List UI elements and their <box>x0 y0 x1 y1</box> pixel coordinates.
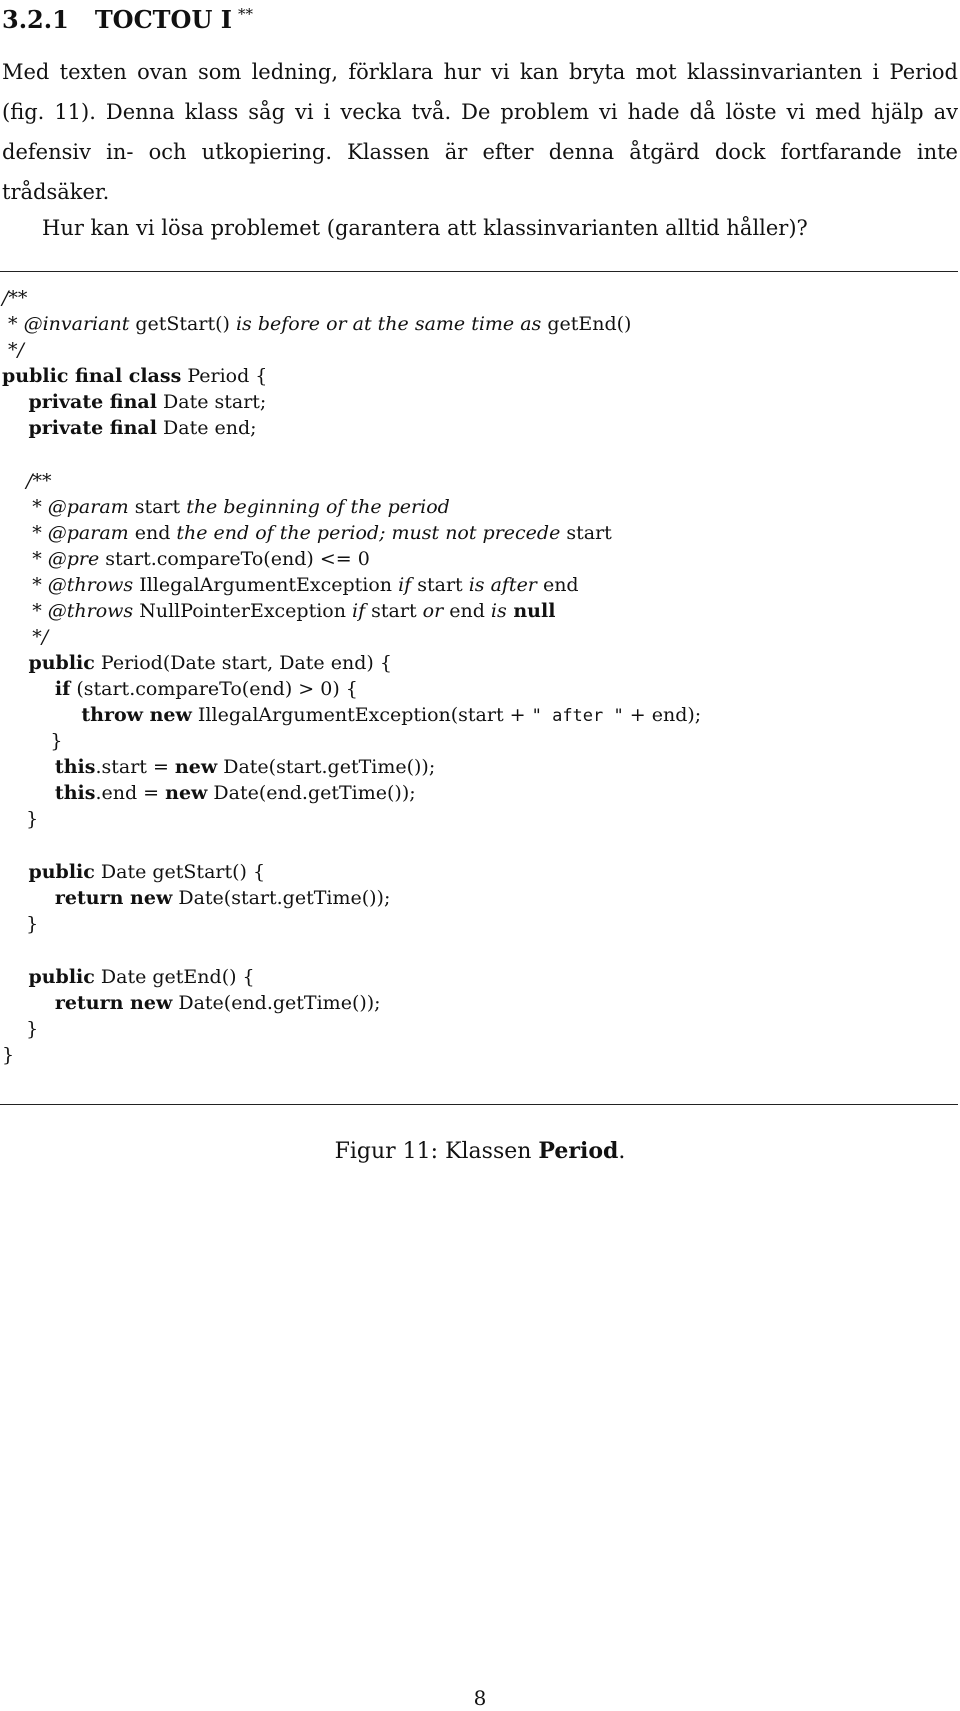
code-line: } <box>2 1018 39 1040</box>
code-line: */ <box>2 339 24 361</box>
code-line: /** <box>2 287 28 309</box>
code-line: return new Date(start.getTime()); <box>2 887 391 909</box>
code-line: throw new IllegalArgumentException(start + " after " + end); <box>2 704 702 726</box>
difficulty-marker: ** <box>237 5 253 23</box>
section-heading <box>2 0 253 34</box>
code-line: public Date getStart() { <box>2 861 266 883</box>
code-line: * @throws IllegalArgumentException if start is after end <box>2 574 579 596</box>
question-paragraph: Hur kan vi lösa problemet (garantera att klassinvarianten alltid håller)? <box>42 216 808 240</box>
code-line: return new Date(end.getTime()); <box>2 992 381 1014</box>
code-line: } <box>2 913 39 935</box>
code-line: * @pre start.compareTo(end) <= 0 <box>2 548 370 570</box>
code-line: private final Date end; <box>2 417 257 439</box>
code-line: this.start = new Date(start.getTime()); <box>2 756 436 778</box>
section-title: TOCTOU I <box>94 5 232 34</box>
code-line: } <box>2 730 63 752</box>
code-line: * @invariant getStart() is before or at the same time as getEnd() <box>2 313 632 335</box>
code-line: */ <box>2 626 49 648</box>
code-line: public Date getEnd() { <box>2 966 255 988</box>
code-line: private final Date start; <box>2 391 267 413</box>
code-line: this.end = new Date(end.getTime()); <box>2 782 416 804</box>
code-line: * @param start the beginning of the period <box>2 496 450 518</box>
page-number: 8 <box>473 1686 487 1710</box>
code-line: * @param end the end of the period; must not precede start <box>2 522 612 544</box>
code-line: * @throws NullPointerException if start or end is null <box>2 600 556 622</box>
code-line: /** <box>2 470 52 492</box>
code-line: public final class Period { <box>2 365 268 387</box>
code-line: if (start.compareTo(end) > 0) { <box>2 678 358 700</box>
figure-bottom-rule <box>0 1104 958 1105</box>
section-number: 3.2.1 <box>2 5 69 34</box>
figure-top-rule <box>0 271 958 272</box>
figure-caption: Figur 11: Klassen Period. <box>334 1138 626 1164</box>
code-line: } <box>2 1044 15 1066</box>
intro-paragraph: Med texten ovan som ledning, förklara hur vi kan bryta mot klassinvarianten i Period (fig. 11). Denna klass såg vi i vecka två. De problem vi hade då löste vi med hjälp av defensiv in- och utkopiering. Klassen är efter denna åtgärd dock fortfarande inte trådsäker. <box>2 60 958 204</box>
code-line: public Period(Date start, Date end) { <box>2 652 392 674</box>
code-line: } <box>2 808 39 830</box>
